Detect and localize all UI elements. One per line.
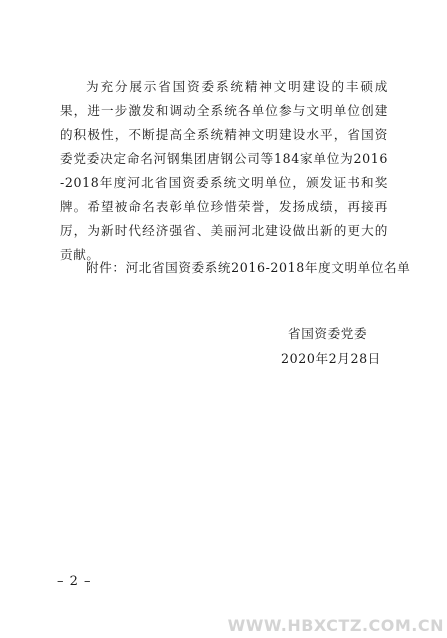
- page-number: – 2 –: [57, 574, 92, 589]
- body-paragraph: 为充分展示省国资委系统精神文明建设的丰硕成果，进一步激发和调动全系统各单位参与文明单位创建的积极性，不断提高全系统精神文明建设水平，省国资委党委决定命名河钢集团唐钢公司等184家单位为2016-2018年度河北省国资委系统文明单位，颁发证书和奖牌。希望被命名表彰单位珍惜荣誉，发扬成绩，再接再厉，为新时代经济强省、美丽河北建设做出新的更大的贡献。: [60, 79, 388, 262]
- site-watermark: WWW.HBXCTZ.COM.CN: [227, 616, 444, 635]
- issuer-signature: 省国资委党委: [288, 326, 368, 341]
- attachment-line: 附件：河北省国资委系统2016-2018年度文明单位名单: [86, 260, 411, 275]
- issue-date: 2020年2月28日: [281, 351, 381, 366]
